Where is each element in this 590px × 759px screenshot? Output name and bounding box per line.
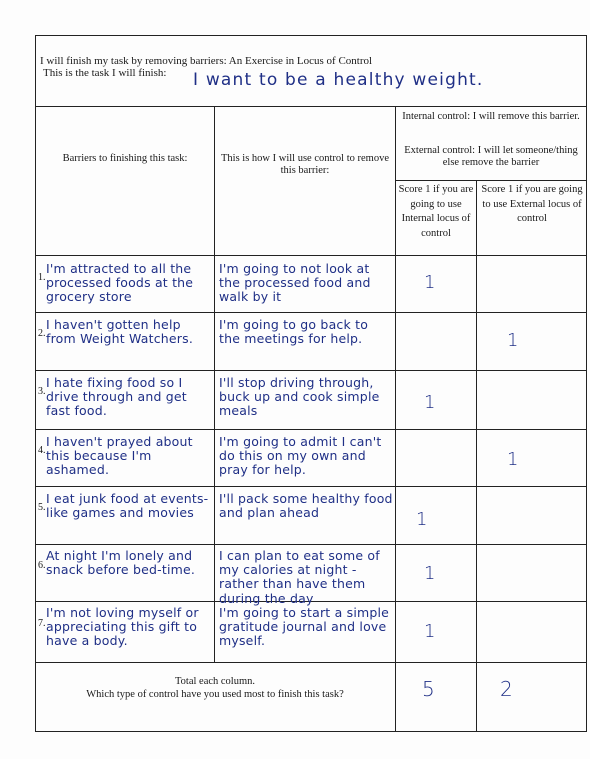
rule-header-bottom (35, 255, 587, 256)
footer-question: Which type of control have you used most to finish this task? (86, 689, 344, 700)
row-barrier: I eat junk food at events- like games and movies (46, 491, 209, 521)
row-barrier: I haven't gotten help from Weight Watchers. (46, 317, 194, 347)
header-internal-desc: Internal control: I will remove this barrier. (402, 111, 580, 122)
header-external-desc: External control: I will let someone/thing else remove the barrier (404, 145, 578, 168)
worksheet-title: I will finish my task by removing barriers: An Exercise in Locus of Control (40, 55, 373, 67)
row-control: I'm going to admit I can't do this on my own and pray for help. (219, 434, 382, 478)
row-number: 4. (38, 445, 46, 456)
row-internal-score: 1 (424, 563, 436, 584)
row-external-score: 1 (507, 449, 519, 470)
internal-total: 5 (422, 677, 435, 701)
row-external-score: 1 (507, 330, 519, 351)
footer-instruction: Total each column. (174, 676, 256, 687)
row-number: 5. (38, 502, 46, 513)
header-external-score: Score 1 if you are going to use External locus of control (481, 184, 583, 224)
rule-row-3 (35, 429, 587, 430)
header-control: This is how I will use control to remove this barrier: (221, 153, 389, 176)
row-barrier: I'm not loving myself or appreciating this gift to have a body. (46, 605, 199, 649)
row-barrier: At night I'm lonely and snack before bed-time. (46, 548, 196, 578)
row-number: 7. (38, 618, 46, 629)
row-control: I'm going to go back to the meetings for help. (219, 317, 369, 347)
rule-row-7 (35, 662, 587, 663)
rule-col-1 (214, 106, 215, 662)
rule-row-2 (35, 370, 587, 371)
row-barrier: I haven't prayed about this because I'm ashamed. (46, 434, 193, 478)
header-internal-score: Score 1 if you are going to use Internal locus of control (398, 184, 474, 239)
row-number: 6. (38, 560, 46, 571)
row-control: I'll stop driving through, buck up and cook simple meals (219, 375, 380, 419)
task-value: I want to be a healthy weight. (193, 70, 484, 90)
row-internal-score: 1 (416, 509, 428, 530)
row-number: 2. (38, 328, 46, 339)
row-control: I'll pack some healthy food and plan ahead (219, 491, 393, 521)
rule-row-1 (35, 312, 587, 313)
row-barrier: I'm attracted to all the processed foods at the grocery store (46, 261, 194, 305)
row-internal-score: 1 (424, 621, 436, 642)
rule-score-header (395, 180, 587, 181)
row-control: I'm going to start a simple gratitude journal and love myself. (219, 605, 390, 649)
external-total: 2 (500, 677, 513, 701)
rule-row-5 (35, 544, 587, 545)
row-internal-score: 1 (424, 272, 436, 293)
header-barriers: Barriers to finishing this task: (62, 153, 188, 164)
task-label: This is the task I will finish: (43, 67, 167, 79)
row-control: I can plan to eat some of my calories at night - rather than have them during the day (219, 548, 380, 606)
rule-col-3 (476, 180, 477, 732)
rule-row-4 (35, 486, 587, 487)
row-number: 3. (38, 386, 46, 397)
rule-col-2 (395, 106, 396, 732)
row-internal-score: 1 (424, 392, 436, 413)
row-barrier: I hate fixing food so I drive through and get fast food. (46, 375, 187, 419)
row-number: 1. (38, 272, 46, 283)
row-control: I'm going to not look at the processed food and walk by it (219, 261, 371, 305)
rule-header-top (35, 106, 587, 107)
